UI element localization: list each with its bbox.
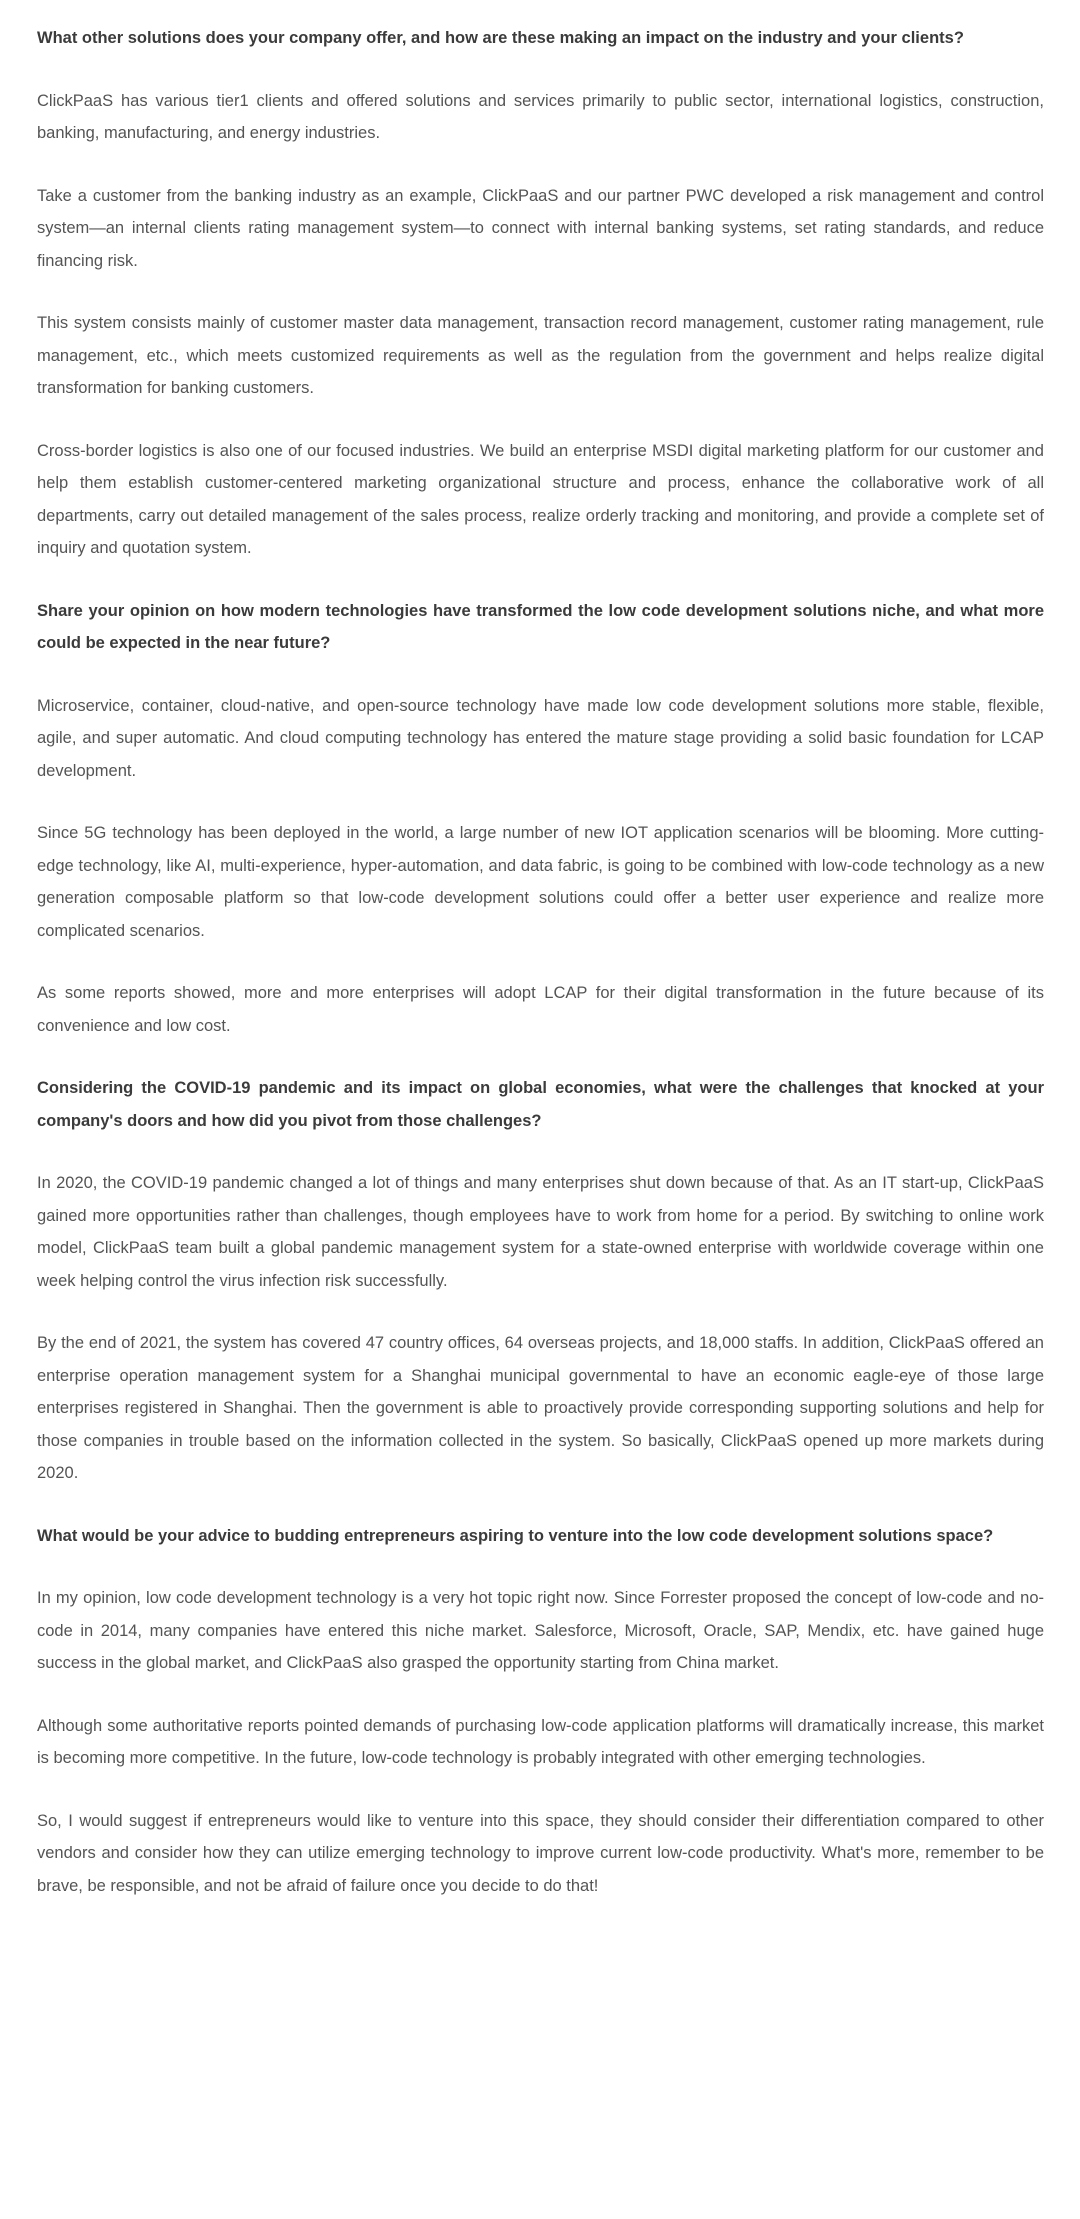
question-other-solutions: What other solutions does your company offer, and how are these making an impact on the industry and your clients? xyxy=(37,29,964,47)
question-covid-challenges: Considering the COVID-19 pandemic and its impact on global economies, what were the challenges that knocked at your company's doors and how did you pivot from those challenges? xyxy=(37,1079,1044,1130)
answer-paragraph-market-competitive: Although some authoritative reports pointed demands of purchasing low-code application platforms will dramatically increase, this market is becoming more competitive. In the future, low-code technology is probably integrated with other emerging technologies. xyxy=(37,1716,1044,1767)
answer-paragraph-pandemic-response: In 2020, the COVID-19 pandemic changed a lot of things and many enterprises shut down because of that. As an IT start-up, ClickPaaS gained more opportunities rather than challenges, though employees have to work from home for a period. By switching to online work model, ClickPaaS team built a global pandemic management system for a state-owned enterprise with worldwide coverage within one week helping control the virus infection risk successfully. xyxy=(37,1174,1044,1290)
answer-paragraph-5g-iot: Since 5G technology has been deployed in the world, a large number of new IOT application scenarios will be blooming. More cutting-edge technology, like AI, multi-experience, hyper-automation, and data fabric, is going to be combined with low-code technology as a new generation composable platform so that low-code development solutions could offer a better user experience and realize more complicated scenarios. xyxy=(37,824,1044,940)
answer-paragraph-banking-example: Take a customer from the banking industry as an example, ClickPaaS and our partner PWC developed a risk management and control system—an internal clients rating management system—to connect with internal banking systems, set rating standards, and reduce financing risk. xyxy=(37,186,1044,270)
question-modern-technologies: Share your opinion on how modern technologies have transformed the low code development solutions niche, and what more could be expected in the near future? xyxy=(37,601,1044,652)
answer-paragraph-2021-coverage: By the end of 2021, the system has covered 47 country offices, 64 overseas projects, and 18,000 staffs. In addition, ClickPaaS offered an enterprise operation management system for a Shanghai municipal governmental to have an economic eagle-eye of those large enterprises registered in Shanghai. Then the government is able to proactively provide corresponding supporting solutions and help for those companies in trouble based on the information collected in the system. So basically, ClickPaaS opened up more markets during 2020. xyxy=(37,1334,1044,1482)
answer-paragraph-suggestion: So, I would suggest if entrepreneurs would like to venture into this space, they should consider their differentiation compared to other vendors and consider how they can utilize emerging technology to improve current low-code productivity. What's more, remember to be brave, be responsible, and not be afraid of failure once you decide to do that! xyxy=(37,1811,1044,1895)
answer-paragraph-hot-topic: In my opinion, low code development technology is a very hot topic right now. Since Forrester proposed the concept of low-code and no-code in 2014, many companies have entered this niche market. Salesforce, Microsoft, Oracle, SAP, Mendix, etc. have gained huge success in the global market, and ClickPaaS also grasped the opportunity starting from China market. xyxy=(37,1589,1044,1672)
answer-paragraph-cross-border-logistics: Cross-border logistics is also one of our focused industries. We build an enterprise MSDI digital marketing platform for our customer and help them establish customer-centered marketing organizational structure and process, enhance the collaborative work of all departments, carry out detailed management of the sales process, realize orderly tracking and monitoring, and provide a complete set of inquiry and quotation system. xyxy=(37,441,1044,557)
answer-paragraph-microservice-cloud: Microservice, container, cloud-native, and open-source technology have made low code development solutions more stable, flexible, agile, and super automatic. And cloud computing technology has entered the mature stage providing a solid basic foundation for LCAP development. xyxy=(37,696,1044,780)
question-advice-entrepreneurs: What would be your advice to budding entrepreneurs aspiring to venture into the low code development solutions space? xyxy=(37,1526,994,1545)
answer-paragraph-lcap-adoption: As some reports showed, more and more enterprises will adopt LCAP for their digital transformation in the future because of its convenience and low cost. xyxy=(37,984,1044,1035)
answer-paragraph-clients-industries: ClickPaaS has various tier1 clients and offered solutions and services primarily to public sector, international logistics, construction, banking, manufacturing, and energy industries. xyxy=(37,91,1044,142)
answer-paragraph-system-components: This system consists mainly of customer master data management, transaction record management, customer rating management, rule management, etc., which meets customized requirements as well as the regulation from the government and helps realize digital transformation for banking customers. xyxy=(37,314,1044,397)
